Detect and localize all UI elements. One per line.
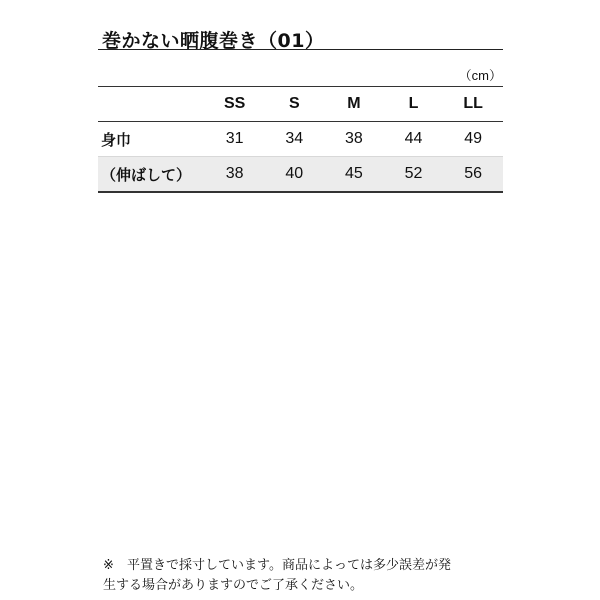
unit-label: （cm） [458,68,502,83]
table-cell: 44 [384,122,444,157]
header-size-ll: LL [443,87,503,122]
table-row [98,157,503,193]
table-cell: 45 [324,157,384,193]
note-line-2: 生する場合がありますのでご了承ください。 [103,578,364,593]
note-line-1: 平置きで採寸しています。商品によっては多少誤差が発 [127,558,451,573]
table-cell: 34 [265,122,325,157]
table-cell: 56 [443,157,503,193]
table-header-row [98,87,503,122]
table-cell: 31 [205,122,265,157]
table-cell: 49 [443,122,503,157]
measurement-note [103,556,513,596]
row-label-stretched: （伸ばして） [98,157,205,193]
row-label-body-width: 身巾 [98,122,205,157]
table-cell: 38 [324,122,384,157]
header-corner-cell [98,87,205,122]
table-row [98,122,503,157]
table-cell: 40 [265,157,325,193]
title-underline [98,49,503,50]
header-size-s: S [265,87,325,122]
header-size-l: L [384,87,444,122]
size-chart-title: 巻かない晒腹巻き（01） [102,30,325,52]
table-cell: 52 [384,157,444,193]
table-cell: 38 [205,157,265,193]
header-size-ss: SS [205,87,265,122]
header-size-m: M [324,87,384,122]
size-table [98,86,503,193]
note-mark: ※ [103,558,114,573]
